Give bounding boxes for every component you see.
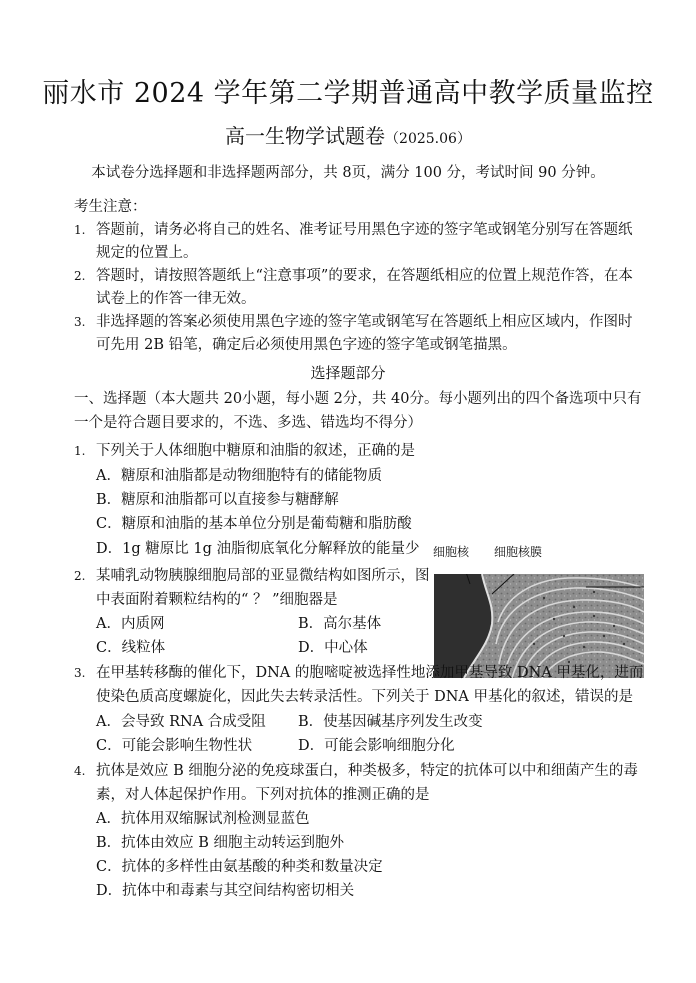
option: B．抗体由效应 B 细胞主动转运到胞外 [96, 835, 345, 851]
question-number: 1. [74, 444, 86, 458]
question-stem: 中表面附着颗粒结构的“ ？ ”细胞器是 [96, 592, 338, 608]
option: D．中心体 [298, 640, 368, 656]
option: B．高尔基体 [298, 616, 382, 632]
option: D．1g 糖原比 1g 油脂彻底氧化分解释放的能量少 [96, 541, 420, 557]
section-instructions: 一个是符合题目要求的，不选、多选、错选均不得分） [74, 415, 422, 431]
subtitle-text: 高一生物学试题卷 [225, 124, 386, 148]
option: C．可能会影响生物性状 [96, 738, 253, 754]
note-line: 规定的位置上。 [96, 245, 198, 261]
question-stem: 抗体是效应 B 细胞分泌的免疫球蛋白，种类极多，特定的抗体可以中和细菌产生的毒 [96, 763, 638, 779]
figure-label-nucleus: 细胞核 [433, 545, 470, 559]
note-line: 可先用 2B 铅笔，确定后必须使用黑色字迹的签字笔或钢笔描黑。 [96, 337, 517, 353]
note-line: 答题时，请按照答题纸上“注意事项”的要求，在答题纸相应的位置上规范作答，在本 [96, 268, 633, 284]
page-title: 丽水市 2024 学年第二学期普通高中教学质量监控 [42, 78, 654, 109]
option: A．会导致 RNA 合成受阻 [96, 714, 266, 730]
question-stem: 某哺乳动物胰腺细胞局部的亚显微结构如图所示，图 [96, 568, 430, 584]
page-subtitle [0, 122, 696, 153]
question-number: 3. [74, 666, 86, 680]
option: B．使基因碱基序列发生改变 [298, 714, 483, 730]
option: A．内质网 [96, 616, 165, 632]
section-title: 选择题部分 [310, 364, 386, 382]
question-stem: 使染色质高度螺旋化，因此失去转录活性。下列关于 DNA 甲基化的叙述，错误的是 [96, 689, 633, 705]
question-number: 2. [74, 569, 86, 583]
option: C．抗体的多样性由氨基酸的种类和数量决定 [96, 859, 383, 875]
question-stem: 素，对人体起保护作用。下列对抗体的推测正确的是 [96, 787, 430, 803]
option: D．抗体中和毒素与其空间结构密切相关 [96, 883, 355, 899]
exam-intro: 本试卷分选择题和非选择题两部分，共 8页，满分 100 分，考试时间 90 分钟。 [91, 165, 605, 181]
notes-heading: 考生注意： [74, 199, 147, 215]
note-number: 2. [74, 269, 86, 283]
option: B．糖原和油脂都可以直接参与糖酵解 [96, 492, 339, 508]
note-number: 3. [74, 315, 86, 329]
figure-label-membrane: 细胞核膜 [494, 545, 543, 559]
note-number: 1. [74, 223, 86, 237]
exam-date: （2025.06） [385, 131, 471, 147]
note-line: 答题前，请务必将自己的姓名、准考证号用黑色字迹的签字笔或钢笔分别写在答题纸 [96, 222, 633, 238]
question-stem: 在甲基转移酶的催化下，DNA 的胞嘧啶被选择性地添加甲基导致 DNA 甲基化，进而 [96, 665, 644, 681]
note-line: 非选择题的答案必须使用黑色字迹的签字笔或钢笔写在答题纸上相应区域内，作图时 [96, 314, 633, 330]
question-number: 4. [74, 764, 86, 778]
option: C．糖原和油脂的基本单位分别是葡萄糖和脂肪酸 [96, 516, 412, 532]
option: A．抗体用双缩脲试剂检测显蓝色 [96, 811, 310, 827]
section-instructions: 一、选择题（本大题共 20小题，每小题 2分，共 40分。每小题列出的四个备选项中只有 [74, 391, 642, 407]
question-stem: 下列关于人体细胞中糖原和油脂的叙述，正确的是 [96, 443, 415, 459]
note-line: 试卷上的作答一律无效。 [96, 291, 256, 307]
option: D．可能会影响细胞分化 [298, 738, 455, 754]
option: A．糖原和油脂都是动物细胞特有的储能物质 [96, 468, 382, 484]
option: C．线粒体 [96, 640, 166, 656]
